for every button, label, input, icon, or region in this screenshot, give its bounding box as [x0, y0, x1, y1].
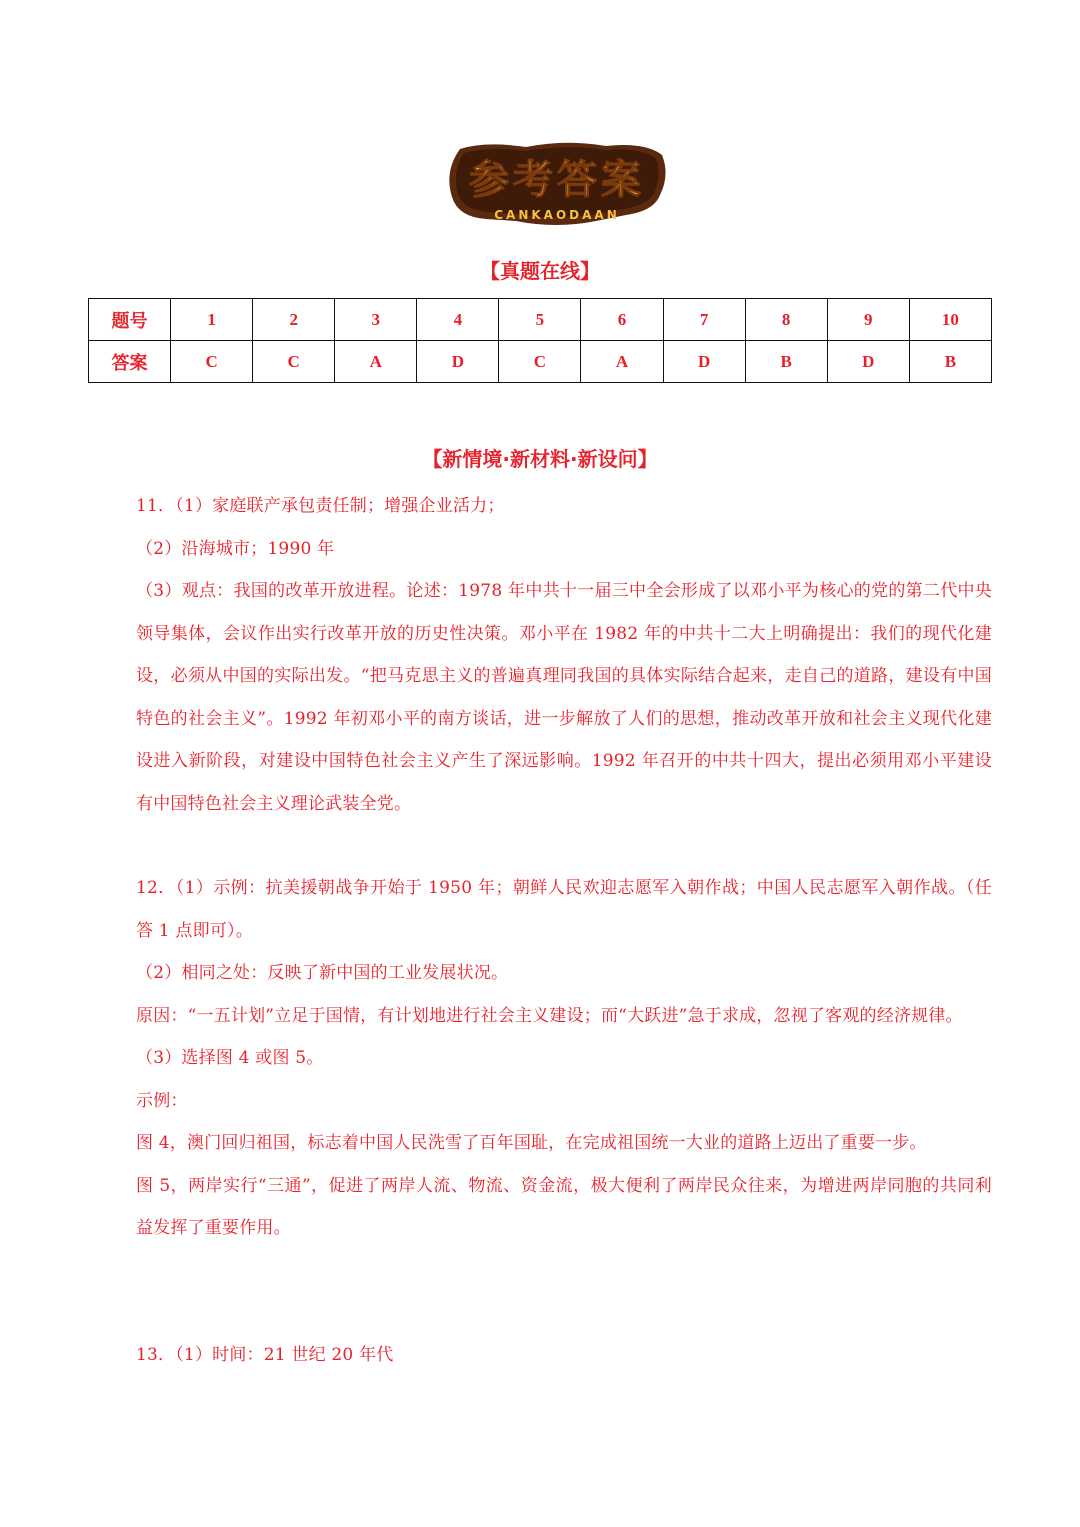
- question-number-cell: 3: [335, 299, 417, 341]
- question-number-cell: 4: [417, 299, 499, 341]
- answer-line: 图 5，两岸实行“三通”，促进了两岸人流、物流、资金流，极大便利了两岸民众往来，为增进两岸同胞的共同利益发挥了重要作用。: [136, 1175, 992, 1238]
- answer-line: （3）观点：我国的改革开放进程。论述：1978 年中共十一届三中全会形成了以邓小平为核心的党的第二代中央领导集体，会议作出实行改革开放的历史性决策。邓小平在 1982 年的中共十二大上明确提出：我们的现代化建设，必须从中国的实际出发。“把马克思主义的普遍真理同我国的具体实际结合起来，走自己的道路，建设有中国特色的社会主义”。1992 年初邓小平的南方谈话，进一步解放了人们的思想，推动改革开放和社会主义现代化建设进入新阶段，对建设中国特色社会主义产生了深远影响。1992 年召开的中共十四大，提出必须用邓小平建设有中国特色社会主义理论武装全党。: [136, 581, 992, 814]
- table-row: [89, 299, 992, 341]
- row-label-question-number: 题号: [89, 299, 171, 341]
- section-title-new-context: 【新情境·新材料·新设问】: [422, 447, 658, 471]
- answer-cell: A: [335, 341, 417, 383]
- svg-text:CANKAODAAN: CANKAODAAN: [494, 208, 620, 222]
- answer-line: 11．（1）家庭联产承包责任制；增强企业活力；: [136, 496, 505, 516]
- row-label-answer: 答案: [89, 341, 171, 383]
- answer-q11: [136, 485, 992, 825]
- question-number-cell: 1: [171, 299, 253, 341]
- answer-cell: A: [581, 341, 663, 383]
- question-number-cell: 7: [663, 299, 745, 341]
- answer-cell: B: [745, 341, 827, 383]
- answer-line: （2）沿海城市；1990 年: [136, 538, 335, 559]
- answer-cell: D: [417, 341, 499, 383]
- answer-line: 示例：: [136, 1090, 188, 1111]
- section-title-real-exam: 【真题在线】: [480, 259, 600, 283]
- question-number-cell: 10: [909, 299, 991, 341]
- answer-cell: D: [663, 341, 745, 383]
- answer-table: [88, 298, 992, 383]
- answer-cell: C: [171, 341, 253, 383]
- table-row: [89, 341, 992, 383]
- answer-q13: [136, 1334, 992, 1377]
- answer-line: 原因：“一五计划”立足于国情，有计划地进行社会主义建设；而“大跃进”急于求成，忽视了客观的经济规律。: [136, 1005, 963, 1026]
- question-number-cell: 5: [499, 299, 581, 341]
- answer-q12: [136, 867, 992, 1250]
- question-number-cell: 8: [745, 299, 827, 341]
- reference-answer-logo: [446, 141, 668, 229]
- answer-line: （3）选择图 4 或图 5。: [136, 1048, 324, 1068]
- answer-line: 图 4，澳门回归祖国，标志着中国人民洗雪了百年国耻，在完成祖国统一大业的道路上迈出了重要一步。: [136, 1133, 927, 1153]
- question-number-cell: 2: [253, 299, 335, 341]
- svg-text:参考答案: 参考答案: [469, 157, 645, 203]
- answer-line: （2）相同之处：反映了新中国的工业发展状况。: [136, 963, 509, 983]
- answer-line: 13．（1）时间：21 世纪 20 年代: [136, 1345, 394, 1365]
- answer-cell: B: [909, 341, 991, 383]
- answer-cell: D: [827, 341, 909, 383]
- answer-line: 12．（1）示例：抗美援朝战争开始于 1950 年；朝鲜人民欢迎志愿军入朝作战；中国人民志愿军入朝作战。（任答 1 点即可）。: [136, 878, 992, 941]
- question-number-cell: 6: [581, 299, 663, 341]
- answer-cell: C: [499, 341, 581, 383]
- question-number-cell: 9: [827, 299, 909, 341]
- answer-cell: C: [253, 341, 335, 383]
